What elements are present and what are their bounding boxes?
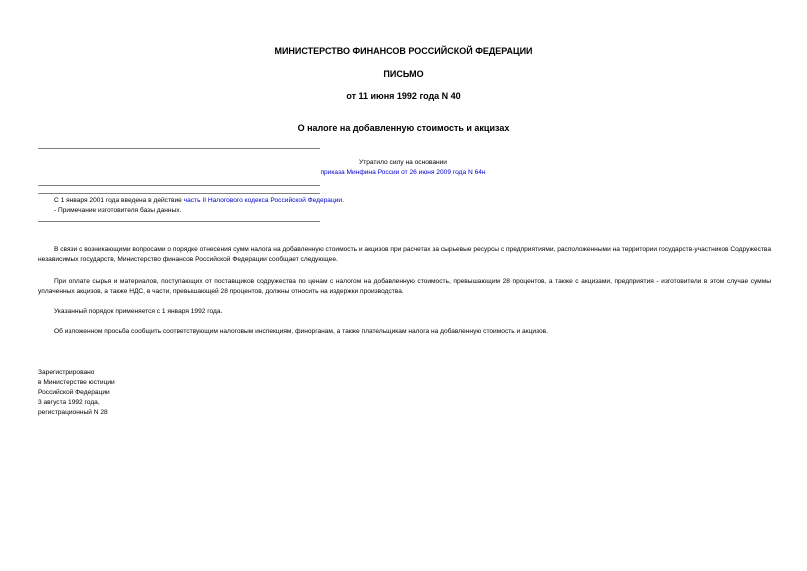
invalidation-notice bbox=[300, 158, 506, 178]
invalidation-link[interactable]: приказа Минфина России от 26 июня 2009 года N 64н bbox=[320, 169, 486, 176]
invalidation-text: Утратило силу на основании bbox=[359, 159, 447, 166]
registration-line: регистрационный N 28 bbox=[38, 409, 108, 416]
registration-info bbox=[38, 368, 115, 418]
note-suffix: . bbox=[342, 197, 344, 204]
database-note bbox=[54, 196, 344, 205]
divider bbox=[38, 193, 320, 194]
divider bbox=[38, 221, 320, 222]
registration-line: Зарегистрировано bbox=[38, 369, 95, 376]
body-paragraph-1: В связи с возникающими вопросами о порядке отнесения сумм налога на добавленную стоимость и акцизов при расчетах за сырьевые ресурсы с предприятиями, расположенными на территории государств-участников Содружества независимых государств, Министерство финансов Российской Федерации сообщает следующее. bbox=[38, 246, 771, 263]
note-source: - Примечание изготовителя базы данных. bbox=[54, 207, 182, 214]
body-paragraph-3: Указанный порядок применяется с 1 января 1992 года. bbox=[54, 308, 223, 315]
note-prefix: С 1 января 2001 года введена в действие bbox=[54, 197, 184, 204]
divider bbox=[38, 185, 320, 186]
ministry-title: МИНИСТЕРСТВО ФИНАНСОВ РОССИЙСКОЙ ФЕДЕРАЦИИ bbox=[274, 46, 533, 56]
body-paragraph-2: При оплате сырья и материалов, поступающих от поставщиков содружества по ценам с налогом на добавленную стоимость, превышающим 28 процентов, а также с акцизами, предприятия - изготовители в этом случае суммы уплаченных акцизов, а также НДС, в части, превышающей 28 процентов, должны относить на издержки производства. bbox=[38, 278, 771, 295]
divider bbox=[38, 148, 320, 149]
registration-line: 3 августа 1992 года, bbox=[38, 399, 100, 406]
document-subject: О налоге на добавленную стоимость и акцизах bbox=[297, 123, 510, 133]
document-type: ПИСЬМО bbox=[383, 69, 424, 79]
registration-line: Российской Федерации bbox=[38, 389, 110, 396]
body-paragraph-4: Об изложенном просьба сообщить соответствующим налоговым инспекциям, финорганам, а также плательщикам налога на добавленную стоимость и акцизов. bbox=[54, 328, 549, 335]
registration-line: в Министерстве юстиции bbox=[38, 379, 115, 386]
tax-code-link[interactable]: часть II Налогового кодекса Российской Федерации bbox=[183, 197, 343, 204]
document-date-number: от 11 июня 1992 года N 40 bbox=[346, 91, 461, 101]
